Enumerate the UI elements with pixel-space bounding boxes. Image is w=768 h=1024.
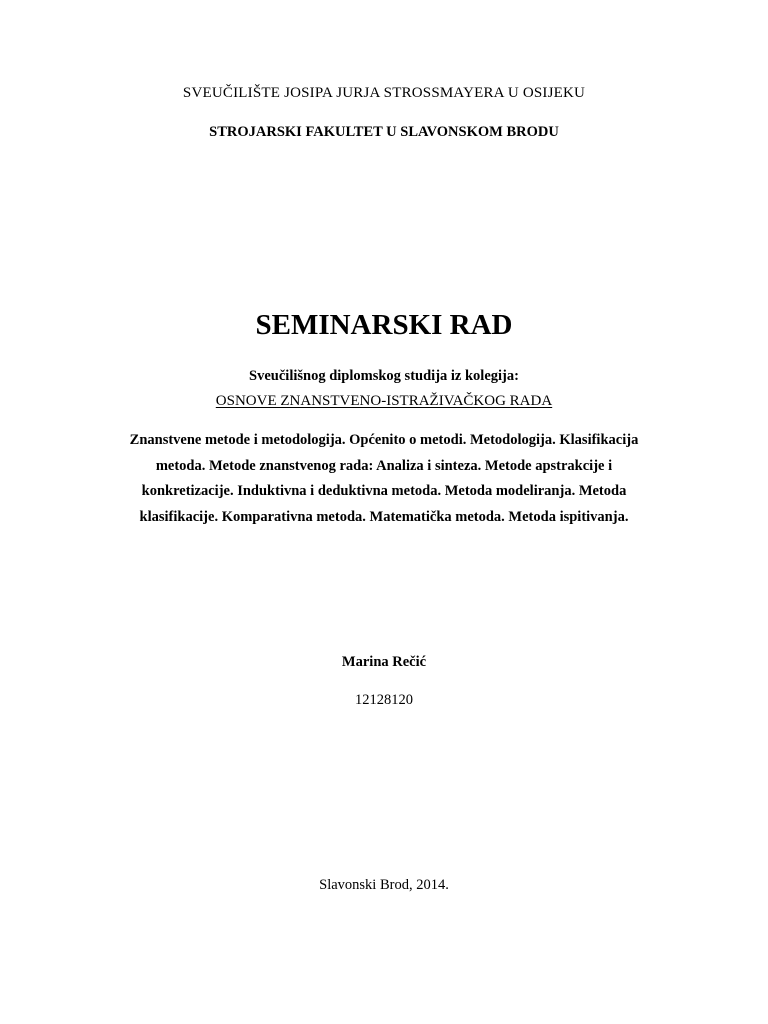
abstract-line-4: klasifikacije. Komparativna metoda. Matematička metoda. Metoda ispitivanja. bbox=[139, 508, 629, 525]
document-subtitle: Sveučilišnog diplomskog studija iz kolegija: bbox=[249, 368, 519, 384]
course-name: OSNOVE ZNANSTVENO-ISTRAŽIVAČKOG RADA bbox=[215, 393, 553, 409]
document-title: SEMINARSKI RAD bbox=[255, 309, 513, 341]
abstract bbox=[100, 428, 668, 530]
abstract-line-3: konkretizacije. Induktivna i deduktivna metoda. Metoda modeliranja. Metoda bbox=[141, 483, 627, 499]
faculty-name: STROJARSKI FAKULTET U SLAVONSKOM BRODU bbox=[209, 124, 559, 140]
university-name: SVEUČILIŠTE JOSIPA JURJA STROSSMAYERA U OSIJEKU bbox=[182, 85, 586, 101]
abstract-line-2: metoda. Metode znanstvenog rada: Analiza i sinteza. Metode apstrakcije i bbox=[155, 457, 613, 474]
place-date: Slavonski Brod, 2014. bbox=[319, 877, 449, 893]
abstract-line-1: Znanstvene metode i metodologija. Općenito o metodi. Metodologija. Klasifikacija bbox=[129, 432, 639, 448]
course-name-wrapper bbox=[0, 393, 768, 410]
author-name: Marina Rečić bbox=[341, 654, 427, 670]
student-id: 12128120 bbox=[355, 692, 413, 708]
